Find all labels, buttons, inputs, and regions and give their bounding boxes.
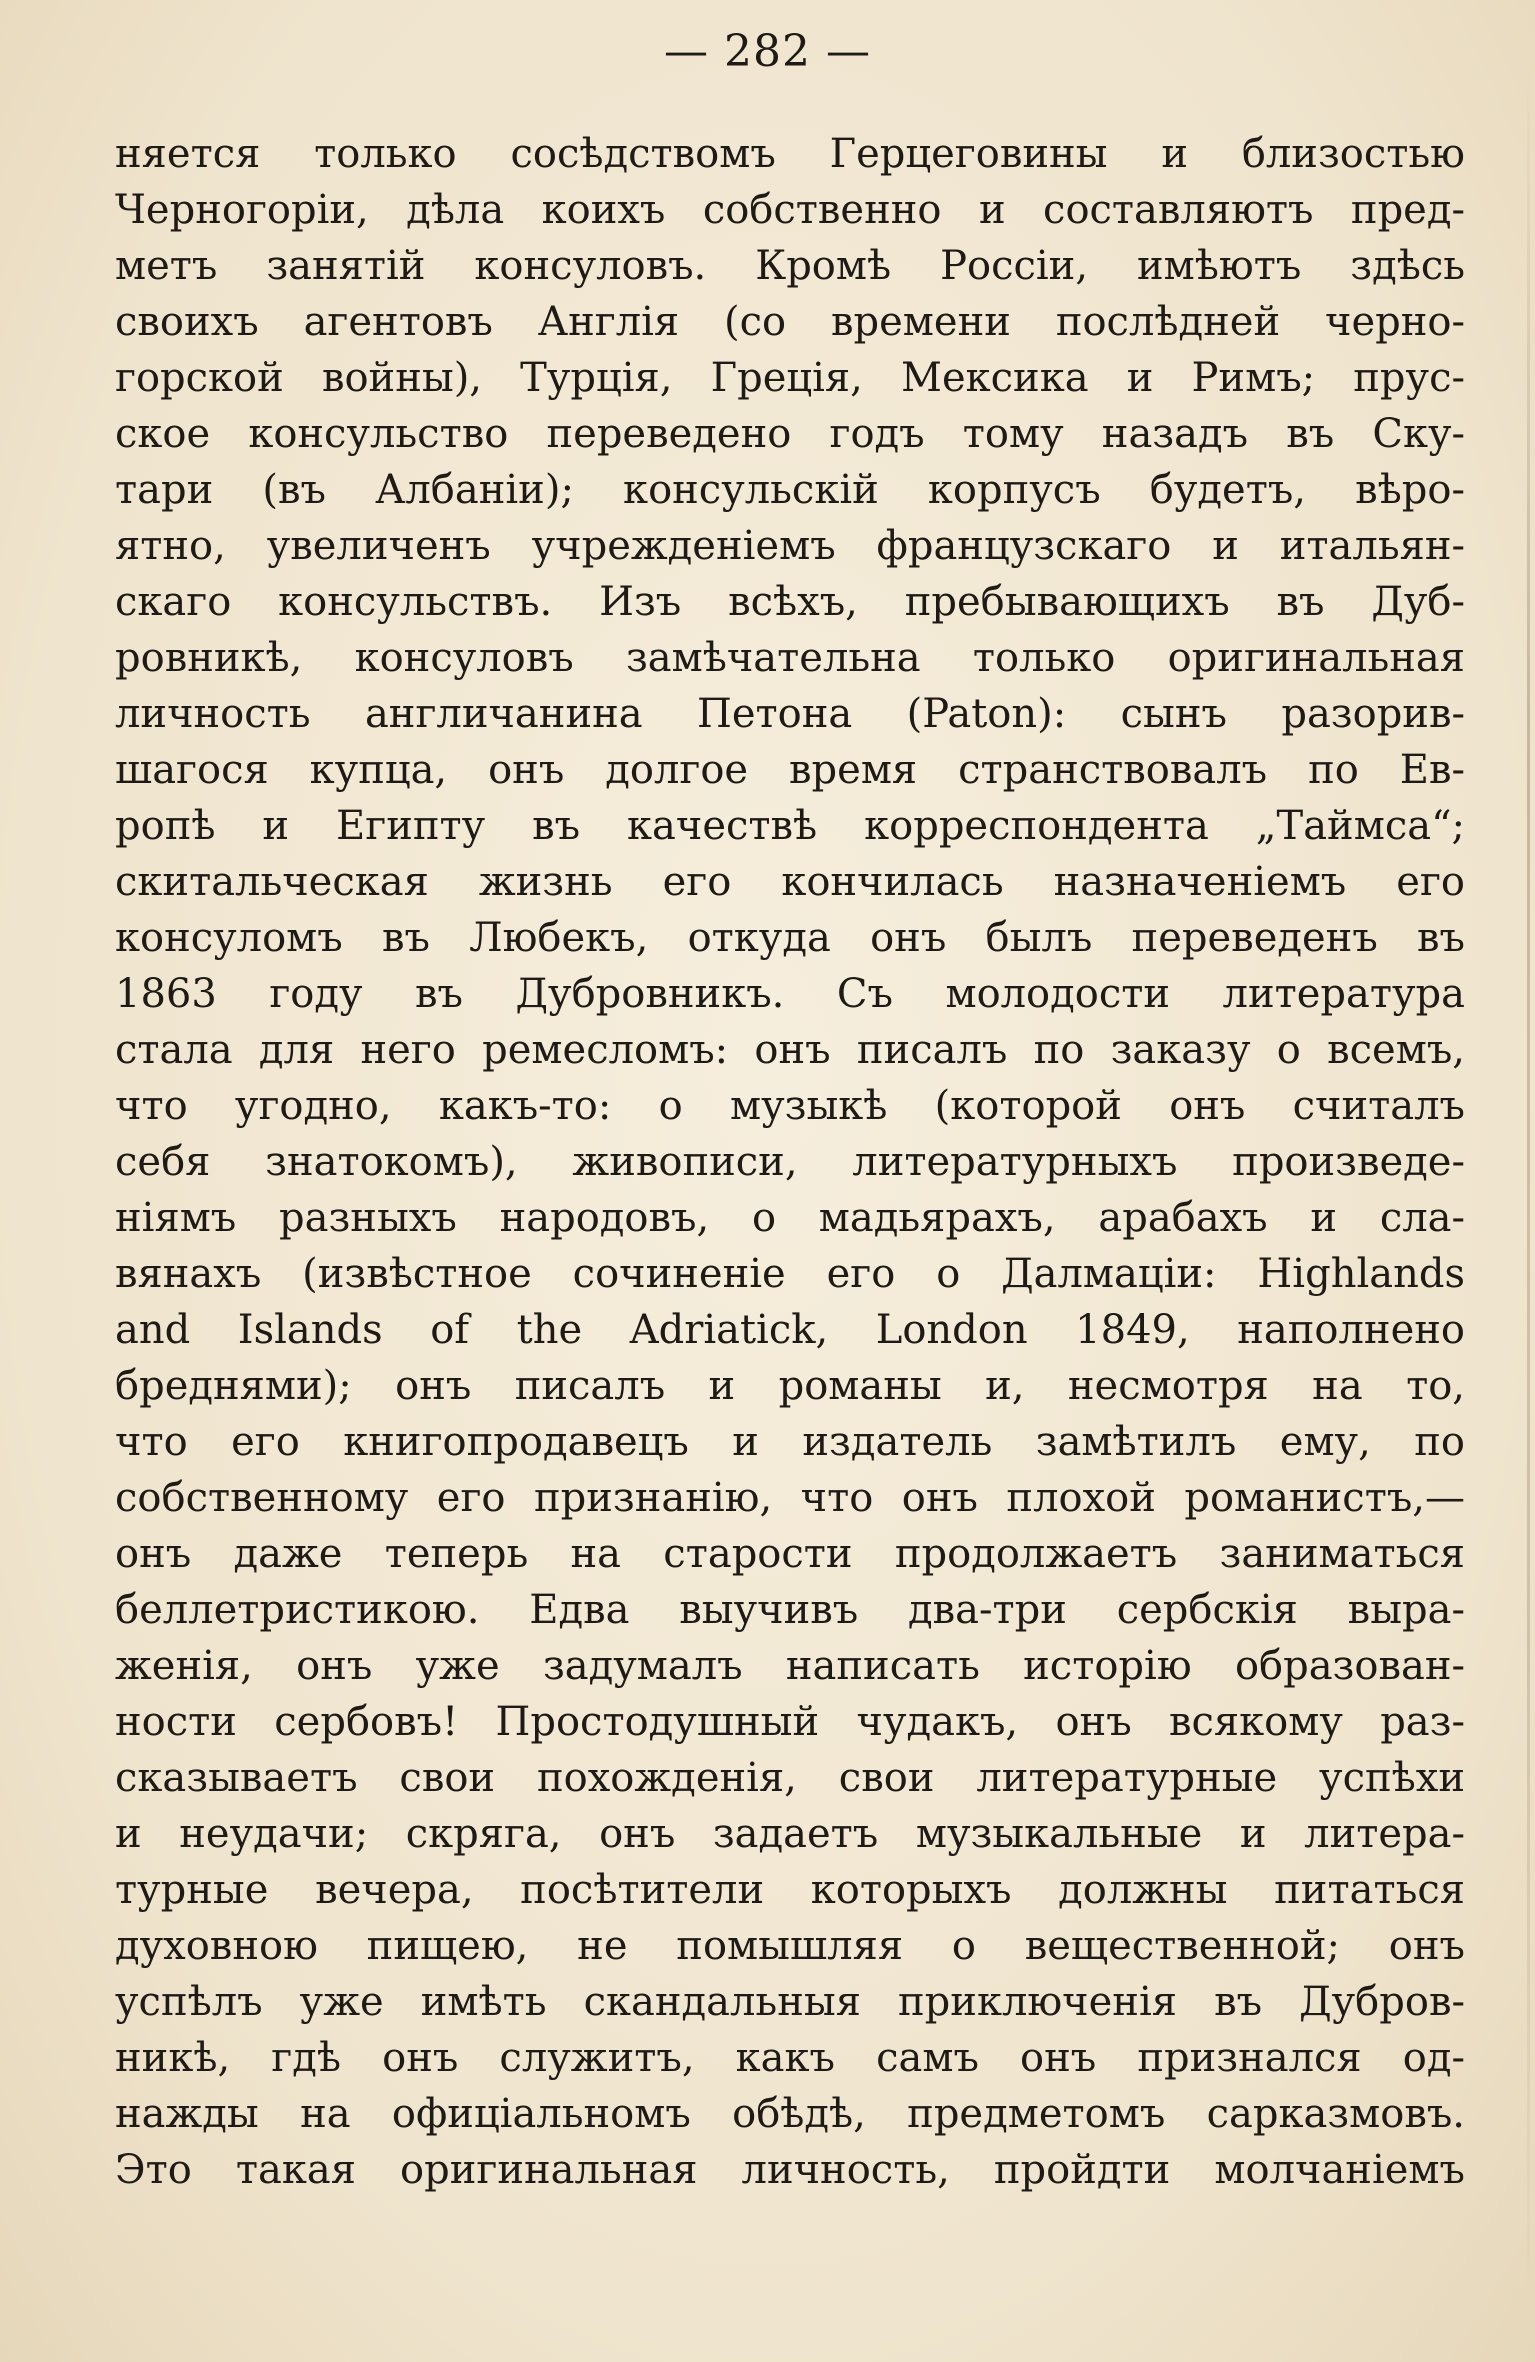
text-line: скитальческая жизнь его кончилась назначеніемъ его — [115, 859, 1465, 905]
text-line: своихъ агентовъ Англія (со времени послѣдней черно- — [115, 299, 1465, 345]
text-line: Черногоріи, дѣла коихъ собственно и составляютъ пред- — [115, 187, 1465, 233]
text-line: себя знатокомъ), живописи, литературныхъ произведе- — [115, 1139, 1465, 1185]
text-line: and Islands of the Adriatick, London 1849, наполнено — [115, 1307, 1465, 1353]
text-line: консуломъ въ Любекъ, откуда онъ былъ переведенъ въ — [115, 915, 1465, 961]
text-line: женія, онъ уже задумалъ написать исторію образован- — [115, 1643, 1465, 1689]
text-line: никѣ, гдѣ онъ служитъ, какъ самъ онъ признался од- — [115, 2035, 1465, 2081]
text-line: вянахъ (извѣстное сочиненіе его о Далмаціи: Highlands — [115, 1251, 1465, 1297]
body-text — [115, 126, 1465, 2198]
text-line: успѣлъ уже имѣть скандальныя приключенія въ Дубров- — [115, 1979, 1465, 2025]
text-line: беллетристикою. Едва выучивъ два-три сербскія выра- — [115, 1587, 1465, 1633]
text-line: личность англичанина Петона (Paton): сынъ разорив- — [115, 691, 1465, 737]
text-line: ское консульство переведено годъ тому назадъ въ Ску- — [115, 411, 1465, 457]
text-line: метъ занятій консуловъ. Кромѣ Россіи, имѣютъ здѣсь — [115, 243, 1465, 289]
page-number: — 282 — — [664, 26, 871, 77]
text-line: бреднями); онъ писалъ и романы и, несмотря на то, — [115, 1363, 1465, 1409]
text-line: что угодно, какъ-то: о музыкѣ (которой онъ считалъ — [115, 1083, 1465, 1129]
text-line: ности сербовъ! Простодушный чудакъ, онъ всякому раз- — [115, 1699, 1465, 1745]
page-edge-shadow — [1527, 60, 1530, 2310]
text-line: ніямъ разныхъ народовъ, о мадьярахъ, арабахъ и сла- — [115, 1195, 1465, 1241]
text-line: что его книгопродавецъ и издатель замѣтилъ ему, по — [115, 1419, 1465, 1465]
text-line: стала для него ремесломъ: онъ писалъ по заказу о всемъ, — [115, 1027, 1465, 1073]
text-line: собственному его признанію, что онъ плохой романистъ,— — [115, 1475, 1465, 1521]
text-line: няется только сосѣдствомъ Герцеговины и близостью — [115, 131, 1465, 177]
text-line: шагося купца, онъ долгое время странствовалъ по Ев- — [115, 747, 1465, 793]
text-line: ровникѣ, консуловъ замѣчательна только оригинальная — [115, 635, 1465, 681]
text-line: нажды на офиціальномъ обѣдѣ, предметомъ сарказмовъ. — [115, 2091, 1465, 2137]
text-line: тари (въ Албаніи); консульскій корпусъ будетъ, вѣро- — [115, 467, 1465, 513]
text-line: скаго консульствъ. Изъ всѣхъ, пребывающихъ въ Дуб- — [115, 579, 1465, 625]
text-line: турные вечера, посѣтители которыхъ должны питаться — [115, 1867, 1465, 1913]
text-line: онъ даже теперь на старости продолжаетъ заниматься — [115, 1531, 1465, 1577]
text-line: и неудачи; скряга, онъ задаетъ музыкальные и литера- — [115, 1811, 1465, 1857]
text-line: ятно, увеличенъ учрежденіемъ французскаго и итальян- — [115, 523, 1465, 569]
text-line: горской войны), Турція, Греція, Мексика и Римъ; прус- — [115, 355, 1465, 401]
text-line: ропѣ и Египту въ качествѣ корреспондента „Таймса“; — [115, 803, 1465, 849]
text-line: 1863 году въ Дубровникъ. Съ молодости литература — [115, 971, 1465, 1017]
text-line: сказываетъ свои похожденія, свои литературные успѣхи — [115, 1755, 1465, 1801]
text-line: Это такая оригинальная личность, пройдти молчаніемъ — [115, 2147, 1465, 2193]
text-line: духовною пищею, не помышляя о вещественной; онъ — [115, 1923, 1465, 1969]
